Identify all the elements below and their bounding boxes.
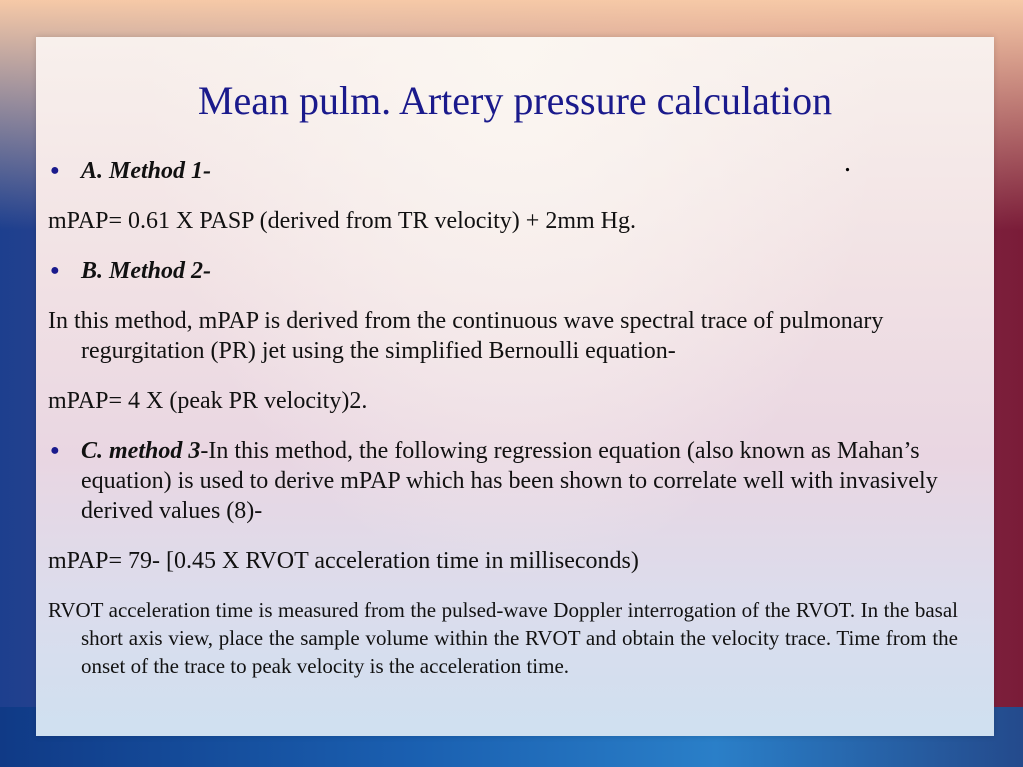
slide-title: Mean pulm. Artery pressure calculation (197, 78, 833, 123)
method-2-description: In this method, mPAP is derived from the continuous wave spectral trace of pulmonary regurgitation (PR) jet using the simplified Bernoulli equation- (48, 308, 884, 364)
method-3-formula: mPAP= 79- [0.45 X RVOT acceleration time in milliseconds) (48, 548, 639, 574)
method-3-description: -In this method, the following regression equation (also known as Mahan’s equation) is used to derive mPAP which has been shown to correlate well with invasively derived values (8)- (81, 438, 938, 524)
bullet-dot-icon: ● (50, 262, 60, 279)
method-2-formula: mPAP= 4 X (peak PR velocity)2. (48, 388, 368, 414)
method-2-heading: B. Method 2- (81, 258, 212, 284)
bullet-dot-icon: ● (50, 442, 60, 459)
rvot-note: RVOT acceleration time is measured from the pulsed-wave Doppler interrogation of the RVOT. In the basal short axis view, place the sample volume within the RVOT and obtain the velocity trace. Time from the onset of the trace to peak velocity is the acceleration time. (48, 598, 958, 678)
slide-body (48, 156, 958, 680)
slide (36, 37, 994, 736)
bullet-method-3 (48, 436, 958, 526)
method-3-heading: C. method 3 (81, 438, 201, 464)
bullet-method-1 (48, 156, 958, 186)
bullet-method-2 (48, 256, 958, 286)
method-1-formula: mPAP= 0.61 X PASP (derived from TR velocity) + 2mm Hg. (48, 208, 636, 234)
bullet-dot-icon: ● (50, 162, 60, 179)
stray-mark: . (844, 147, 851, 178)
method-1-heading: A. Method 1- (81, 158, 212, 184)
